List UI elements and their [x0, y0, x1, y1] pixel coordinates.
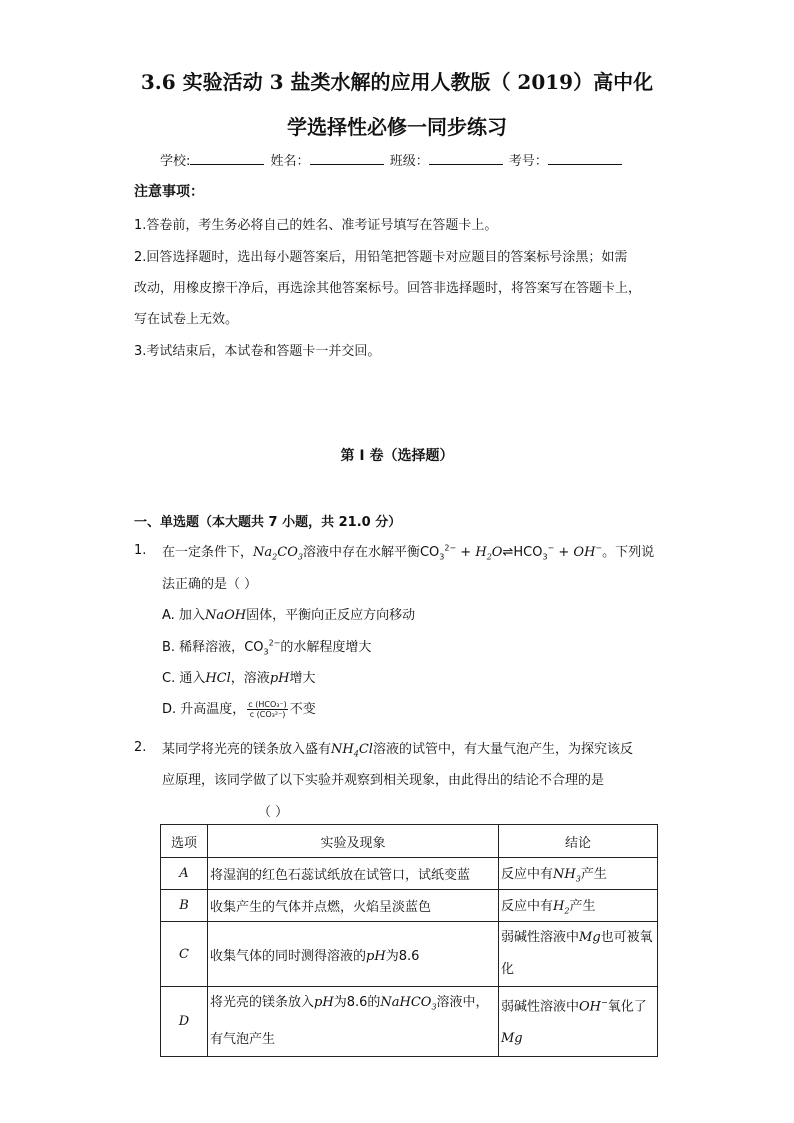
question-2-stem-line3: （ ） [258, 805, 289, 820]
school-blank[interactable] [190, 150, 264, 165]
q1-mid: 溶液中存在水解平衡 [302, 545, 420, 560]
number-blank[interactable] [548, 150, 622, 165]
q1-pre: 在一定条件下， [162, 545, 254, 560]
question-2-stem-line2: 应原理，该同学做了以下实验并观察到相关现象，由此得出的结论不合理的是 [162, 773, 605, 788]
formula-hco3: $HCO_3^-$ [513, 543, 555, 562]
question-1-option-b[interactable]: B. 稀释溶液，$CO_3^{2-}$的水解程度增大 [162, 638, 372, 657]
table-row[interactable] [161, 858, 658, 890]
row-conclusion: 反应中有$H_2$产生 [499, 890, 658, 922]
exam-title-line2: 学选择性必修一同步练习 [287, 115, 507, 139]
experiment-table [160, 824, 658, 1057]
row-experiment: 收集气体的同时测得溶液的pH为8.6 [208, 922, 499, 987]
row-conclusion: 反应中有$NH_3$产生 [499, 858, 658, 890]
table-header-row [161, 825, 658, 858]
formula-oh: OH− [573, 543, 603, 560]
row-letter: D [161, 987, 208, 1057]
header-option: 选项 [161, 825, 208, 858]
formula-h2o: $H_2O$ [475, 545, 503, 562]
table-row[interactable] [161, 890, 658, 922]
q1-tail: 。下列说 [602, 545, 655, 560]
question-1-option-d[interactable]: D. 升高温度， $\frac{\text{c (HCO₃⁻)}}{\text{c (CO₃²⁻)}}$ 不变 [162, 700, 316, 719]
notes-item-2-line2: 改动，用橡皮擦干净后，再选涂其他答案标号。回答非选择题时，将答案写在答题卡上， [134, 281, 642, 296]
question-1-option-c[interactable]: C. 通入HCl，溶液pH增大 [162, 671, 316, 686]
row-experiment: 将光亮的镁条放入pH为8.6的NaHCO$_3$溶液中， 有气泡产生 [208, 987, 499, 1057]
notes-item-1: 1.答卷前，考生务必将自己的姓名、准考证号填写在答题卡上。 [134, 218, 498, 233]
header-experiment: 实验及现象 [208, 825, 499, 858]
header-conclusion: 结论 [499, 825, 658, 858]
row-experiment: 收集产生的气体并点燃，火焰呈淡蓝色 [208, 890, 499, 922]
question-1-stem-line2: 法正确的是（ ） [162, 577, 258, 592]
school-label: 学校: [160, 154, 191, 169]
notes-title: 注意事项： [134, 184, 204, 200]
formula-co3: $CO_3^{2-}$ [419, 543, 457, 562]
notes-item-3: 3.考试结束后，本试卷和答题卡一并交回。 [134, 344, 381, 359]
notes-item-2-line1: 2.回答选择题时，选出每小题答案后，用铅笔把答题卡对应题目的答案标号涂黑；如需 [134, 250, 628, 265]
section-title: 第 I 卷（选择题） [340, 448, 454, 464]
student-info-row [160, 150, 624, 169]
notes-item-2-line3: 写在试卷上无效。 [134, 312, 239, 327]
table-row[interactable] [161, 987, 658, 1057]
question-1-stem-line1: 在一定条件下，$Na_2CO_3$溶液中存在水解平衡$CO_3^{2-}$ + $H_2O\rightleftharpoons HCO_3^- + OH^-$。下列说 [162, 543, 655, 562]
class-blank[interactable] [429, 150, 503, 165]
row-conclusion: 弱碱性溶液中OH−氧化了 Mg [499, 987, 658, 1057]
question-2-number: 2. [134, 740, 147, 755]
row-experiment: 将湿润的红色石蕊试纸放在试管口，试纸变蓝 [208, 858, 499, 890]
number-label: 考号： [508, 154, 548, 169]
name-blank[interactable] [310, 150, 384, 165]
formula-na2co3: $Na_2CO_3$ [253, 545, 303, 562]
class-label: 班级： [389, 154, 429, 169]
question-2-stem-line1: 某同学将光亮的镁条放入盛有$NH_4Cl$溶液的试管中，有大量气泡产生，为探究该反 [162, 742, 633, 759]
formula-nh4cl: $NH_4Cl$ [331, 742, 373, 759]
row-letter: B [161, 890, 208, 922]
question-1-option-a[interactable]: A. 加入NaOH固体，平衡向正反应方向移动 [162, 608, 416, 623]
table-row[interactable] [161, 922, 658, 987]
exam-title-line1: 3.6 实验活动 3 盐类水解的应用人教版（ 2019）高中化 [140, 70, 654, 94]
name-label: 姓名： [270, 154, 310, 169]
question-1-number: 1. [134, 543, 147, 558]
equilibrium-arrow: ⇌ [502, 545, 514, 560]
row-letter: A [161, 858, 208, 890]
part-title: 一、单选题（本大题共 7 小题，共 21.0 分） [134, 515, 402, 530]
row-letter: C [161, 922, 208, 987]
concentration-ratio: $\frac{\text{c (HCO₃⁻)}}{\text{c (CO₃²⁻)}}$ [248, 700, 287, 719]
row-conclusion: 弱碱性溶液中Mg也可被氧 化 [499, 922, 658, 987]
